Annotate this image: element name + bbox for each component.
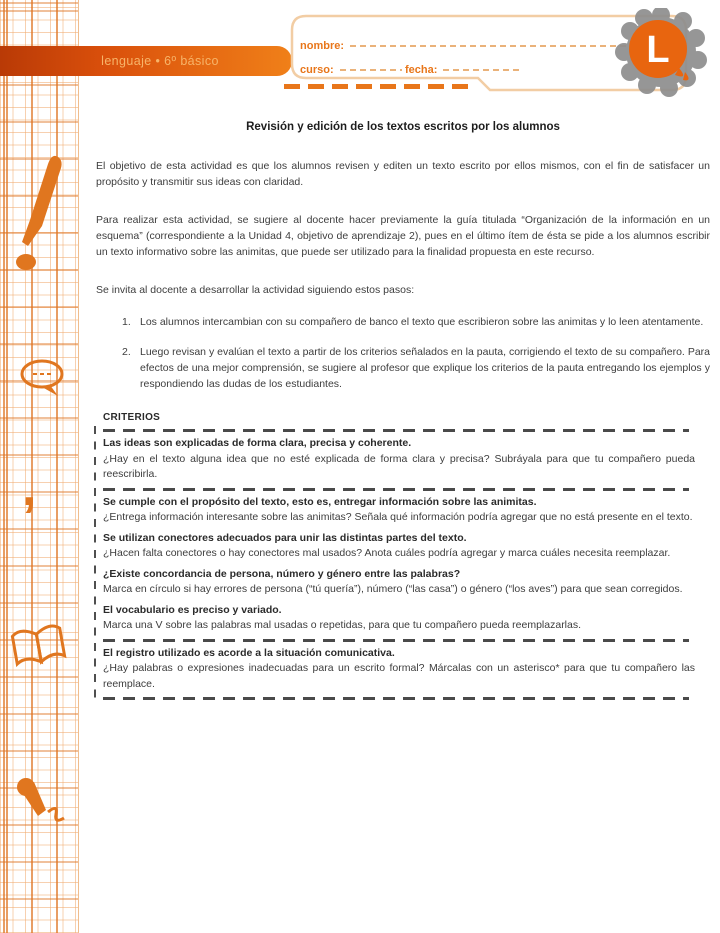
course-field xyxy=(300,64,402,76)
name-writein-line xyxy=(350,45,642,47)
step-text: Luego revisan y evalúan el texto a partir de los criterios señalados en la pauta, corrigiendo el texto de su compañero. Para efectos de una mejor comprensión, se sugiere al profesor que explique los criterios de la pauta entregando los ejemplos y respondiendo las dudas de los estudiantes. xyxy=(140,346,710,390)
criterion-instruction: ¿Hay en el texto alguna idea que no esté explicada de forma clara y precisa? Subráyala para que tu compañero pueda reescribirla. xyxy=(103,452,695,480)
criteria-heading: CRITERIOS xyxy=(103,412,161,423)
list-item xyxy=(96,344,710,392)
speech-bubble-icon xyxy=(18,358,68,404)
steps-intro: Se invita al docente a desarrollar la actividad siguiendo estos pasos: xyxy=(96,284,415,296)
comma-icon: , xyxy=(22,459,37,517)
criterion-instruction: ¿Entrega información interesante sobre las animitas? Señala qué información podría agregar que no está presente en el texto. xyxy=(103,511,693,523)
criterion-statement: Las ideas son explicadas de forma clara, precisa y coherente. xyxy=(103,437,412,449)
header-form-outline xyxy=(0,0,720,110)
subject-label: lenguaje • 6º básico xyxy=(101,54,219,68)
course-label: curso: xyxy=(300,64,334,76)
criterion-statement: El registro utilizado es acorde a la situación comunicativa. xyxy=(103,646,395,659)
step-number: 2. xyxy=(122,346,131,358)
dashed-separator xyxy=(103,639,689,642)
decorative-margin-grid xyxy=(0,0,79,933)
step-text: Los alumnos intercambian con su compañero de banco el texto que escribieron sobre las animitas y lo leen atentamente. xyxy=(140,316,704,328)
criterion-statement: El vocabulario es preciso y variado. xyxy=(103,603,282,616)
paragraph-preparation: Para realizar esta actividad, se sugiere al docente hacer previamente la guía titulada “Organización de la información en un esquema” (correspondiente a la Unidad 4, objetivo de aprendizaje 2), pues en el último ítem de ésta se pide a los alumnos escribir un texto informativo sobre las animitas, que puede ser utilizado para la finalidad propuesta en este recurso. xyxy=(96,214,710,258)
logo-letter: L xyxy=(646,29,670,71)
paragraph-objective: El objetivo de esta actividad es que los alumnos revisen y editen un texto escrito por ellos mismos, con el fin de satisfacer un propósito y transmitir sus ideas con claridad. xyxy=(96,160,710,188)
dashed-separator xyxy=(103,429,689,432)
orange-dashed-rule xyxy=(284,84,474,89)
step-number: 1. xyxy=(122,316,131,328)
criterion-instruction: ¿Hacen falta conectores o hay conectores mal usados? Anota cuáles podría agregar y marca cuáles necesita reemplazar. xyxy=(103,547,671,559)
criteria-left-border xyxy=(94,426,96,698)
date-field xyxy=(405,64,521,76)
pen-icon xyxy=(6,146,68,271)
dashed-separator xyxy=(103,697,689,700)
course-writein-line xyxy=(340,69,402,71)
criterion-instruction: Marca en círculo si hay errores de persona (“tú quería”), número (“las casa”) o género (“los aves”) para que sean corregidos. xyxy=(103,583,683,595)
name-field xyxy=(300,40,642,52)
steps-list xyxy=(96,314,710,392)
name-label: nombre: xyxy=(300,40,344,52)
open-book-icon xyxy=(6,617,72,680)
date-label: fecha: xyxy=(405,64,438,76)
lenguaje-logo xyxy=(613,8,713,108)
nib-icon xyxy=(12,776,70,828)
criterion-statement: Se cumple con el propósito del texto, esto es, entregar información sobre las animitas. xyxy=(103,495,537,508)
date-writein-line xyxy=(443,69,521,71)
criterion-instruction: Marca una V sobre las palabras mal usadas o repetidas, para que tu compañero pueda reemplazarlas. xyxy=(103,619,582,631)
page-title: Revisión y edición de los textos escritos por los alumnos xyxy=(246,121,560,133)
criteria-table xyxy=(96,410,695,700)
criterion-statement: ¿Existe concordancia de persona, número y género entre las palabras? xyxy=(103,567,461,580)
criterion-instruction: ¿Hay palabras o expresiones inadecuadas para un escrito formal? Márcalas con un asterisco* para que tu compañero las reemplace. xyxy=(103,662,695,690)
dashed-separator xyxy=(103,488,689,491)
criterion-statement: Se utilizan conectores adecuados para unir las distintas partes del texto. xyxy=(103,531,467,544)
worksheet-body xyxy=(96,112,710,704)
list-item xyxy=(96,314,710,330)
